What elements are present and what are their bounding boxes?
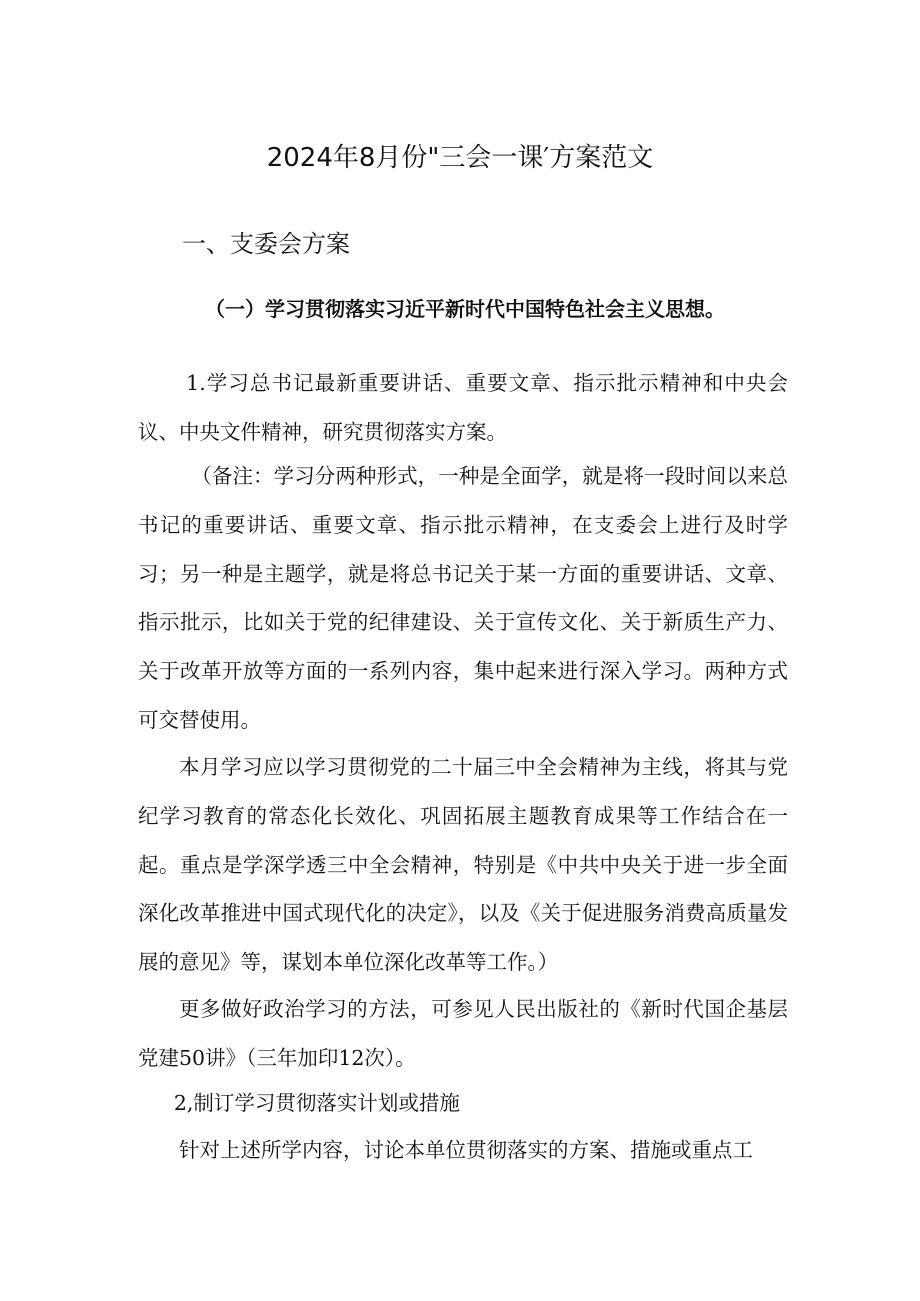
paragraph-discussion: 针对上述所学内容，讨论本单位贯彻落实的方案、措施或重点工 — [179, 1138, 753, 1162]
paragraph-remark: （备注：学习分两种形式，一种是全面学，就是将一段时间以来总书记的重要讲话、重要文章、指示批示精神，在支委会上进行及时学习；另一种是主题学，就是将总书记关于某一方面的重要讲话、文章、指示批示，比如关于党的纪律建设、关于宣传文化、关于新质生产力、关于改革开放等方面的一系列内容，集中起来进行深入学习。两种方式可交替使用。 — [138, 464, 788, 732]
document-title: 2024年8月份"三会一课′方案范文 — [266, 143, 654, 173]
section-heading: 一、支委会方案 — [182, 230, 350, 258]
paragraph-study-item-1: 1.学习总书记最新重要讲话、重要文章、指示批示精神和中央会议、中央文件精神，研究贯彻落实方案。 — [138, 371, 788, 444]
paragraph-reference-book: 更多做好政治学习的方法，可参见人民出版社的《新时代国企基层党建50讲》（三年加印12次）。 — [138, 997, 788, 1070]
subsection-heading: （一）学习贯彻落实习近平新时代中国特色社会主义思想。 — [205, 297, 725, 321]
paragraph-study-item-2: 2,制订学习贯彻落实计划或措施 — [173, 1091, 460, 1115]
paragraph-monthly-focus: 本月学习应以学习贯彻党的二十届三中全会精神为主线，将其与党纪学习教育的常态化长效化、巩固拓展主题教育成果等工作结合在一起。重点是学深学透三中全会精神，特别是《中共中央关于进一步全面深化改革推进中国式现代化的决定》，以及《关于促进服务消费高质量发展的意见》等，谋划本单位深化改革等工作。） — [138, 755, 788, 975]
